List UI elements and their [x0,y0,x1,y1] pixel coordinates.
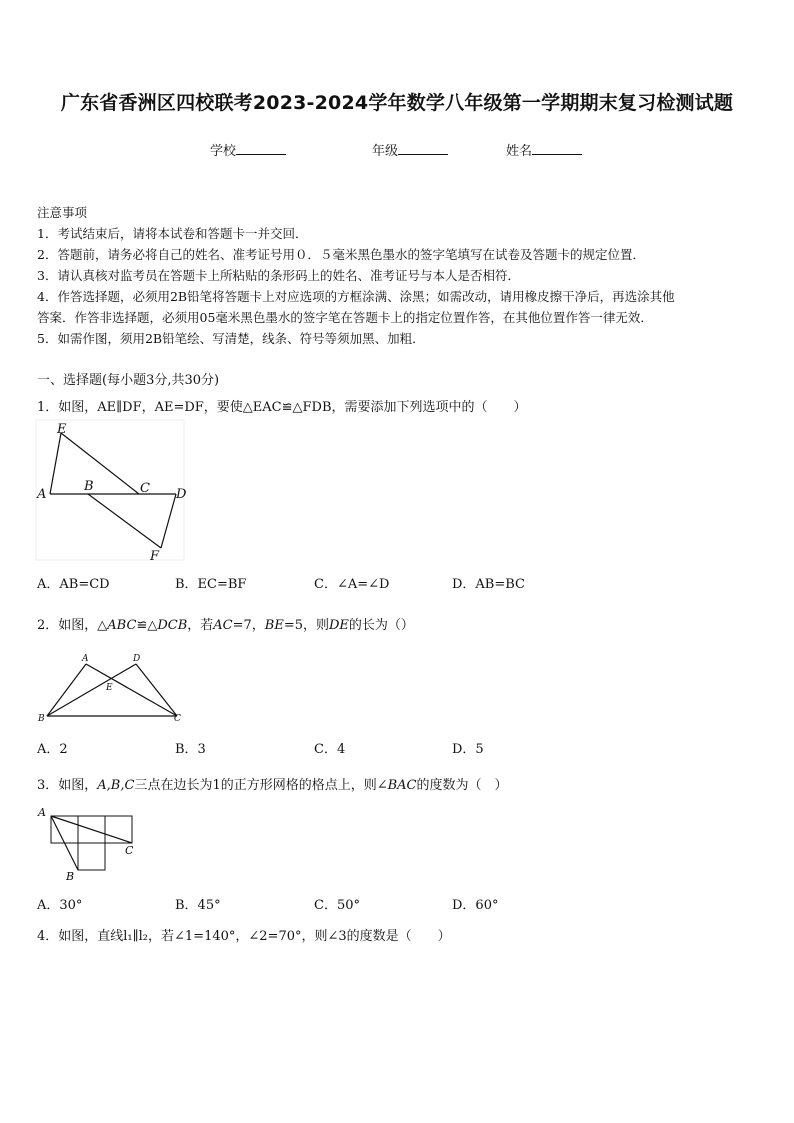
notice-item: 1．考试结束后，请将本试卷和答题卡一并交回． [37,226,308,241]
segment-db [47,664,136,716]
grid-bottom-cell [78,843,105,870]
q2-tri2: △DCB [147,618,188,633]
label-a: A [37,487,47,502]
q2-be-val: =5，则 [283,618,329,633]
label-e: E [57,422,67,437]
segment-bf [88,494,161,548]
question-2-text [37,614,414,633]
grade-field[interactable] [372,140,448,159]
notice-item: 2．答题前，请务必将自己的姓名、准考证号用０．５毫米黑色墨水的签字笔填写在试卷及答题卡的规定位置． [37,247,645,262]
q1-option-b[interactable]: B．EC=BF [175,577,247,592]
school-blank[interactable] [236,140,286,155]
label-a: A [82,654,89,664]
grade-blank[interactable] [398,140,448,155]
q3-option-d[interactable]: D．60° [452,898,499,913]
q2-pre: 2．如图， [37,618,98,633]
q3-option-c[interactable]: C．50° [314,898,360,913]
label-b: B [66,870,75,883]
q1-option-a[interactable]: A．AB=CD [37,577,110,592]
school-label: 学校 [210,144,237,159]
q1-option-c[interactable]: C．∠A=∠D [314,577,390,592]
q3-pts: A,B,C [97,778,135,793]
q2-option-c[interactable]: C．4 [314,742,346,757]
segment-ac [86,664,177,716]
section-heading: 一、选择题(每小题3分,共30分) [37,373,220,388]
q2-option-d[interactable]: D．5 [452,742,484,757]
question-2-figure [36,650,196,730]
notice-item: 3．请认真核对监考员在答题卡上所粘贴的条形码上的姓名、准考证号与本人是否相符． [37,268,520,283]
question-4-text: 4．如图，直线l₁∥l₂，若∠1=140°，∠2=70°，则∠3的度数是（ ） [37,929,451,944]
grade-label: 年级 [372,144,399,159]
label-a: A [38,806,46,819]
segment-ae [50,433,61,494]
segment-ec [61,433,139,494]
segment-ab [47,664,86,716]
notice-item: 4．作答选择题，必须用2B铅笔将答题卡上对应选项的方框涂满、涂黑；如需改动，请用橡皮擦干净后，再选涂其他 [37,289,675,304]
q2-be: BE [264,618,284,633]
label-f: F [150,549,160,564]
name-field[interactable] [506,140,582,159]
q2-mid1: ，若 [187,618,214,633]
segment-dc [136,664,177,716]
q2-ac-val: =7， [232,618,265,633]
question-3-text [37,774,508,793]
question-1-text: 1．如图，AE∥DF，AE=DF，要使△EAC≌△FDB，需要添加下列选项中的（ ） [37,400,527,415]
label-b: B [38,714,45,724]
q3-mid: 三点在边长为1的正方形网格的格点上，则∠ [134,778,388,793]
label-e: E [106,683,113,693]
label-c: C [125,844,134,857]
name-label: 姓名 [506,144,533,159]
q3-option-a[interactable]: A．30° [37,898,83,913]
q2-de: DE [329,618,349,633]
figure-frame [36,420,184,560]
notice-heading: 注意事项 [37,205,88,220]
q3-post: 的度数为（ ） [416,778,508,793]
q2-tri1: △ABC [97,618,137,633]
notice-item: 答案．作答非选择题，必须用05毫米黑色墨水的签字笔在答题卡上的指定位置作答，在其他位置作答一律无效． [37,310,653,325]
q2-option-b[interactable]: B．3 [175,742,206,757]
label-c: C [140,481,150,496]
q2-ac: AC [213,618,233,633]
q3-option-b[interactable]: B．45° [175,898,221,913]
grid [51,816,132,870]
q2-option-a[interactable]: A．2 [37,742,68,757]
question-3-figure [36,802,146,882]
q1-option-d[interactable]: D．AB=BC [452,577,525,592]
question-1-figure [36,420,196,566]
segment-ac [51,816,132,843]
q2-cong: ≌ [136,618,148,633]
name-blank[interactable] [532,140,582,155]
label-d: D [133,654,141,664]
label-b: B [84,479,94,494]
school-field[interactable] [210,140,286,159]
notice-item: 5．如需作图，须用2B铅笔绘、写清楚，线条、符号等须加黑、加粗． [37,331,425,346]
segment-df [161,494,176,548]
q2-post: 的长为（） [348,618,414,633]
label-d: D [176,487,187,502]
q3-pre: 3．如图， [37,778,98,793]
q3-angle: BAC [387,778,417,793]
page-title: 广东省香洲区四校联考2023-2024学年数学八年级第一学期期末复习检测试题 [60,92,734,114]
label-c: C [174,714,181,724]
